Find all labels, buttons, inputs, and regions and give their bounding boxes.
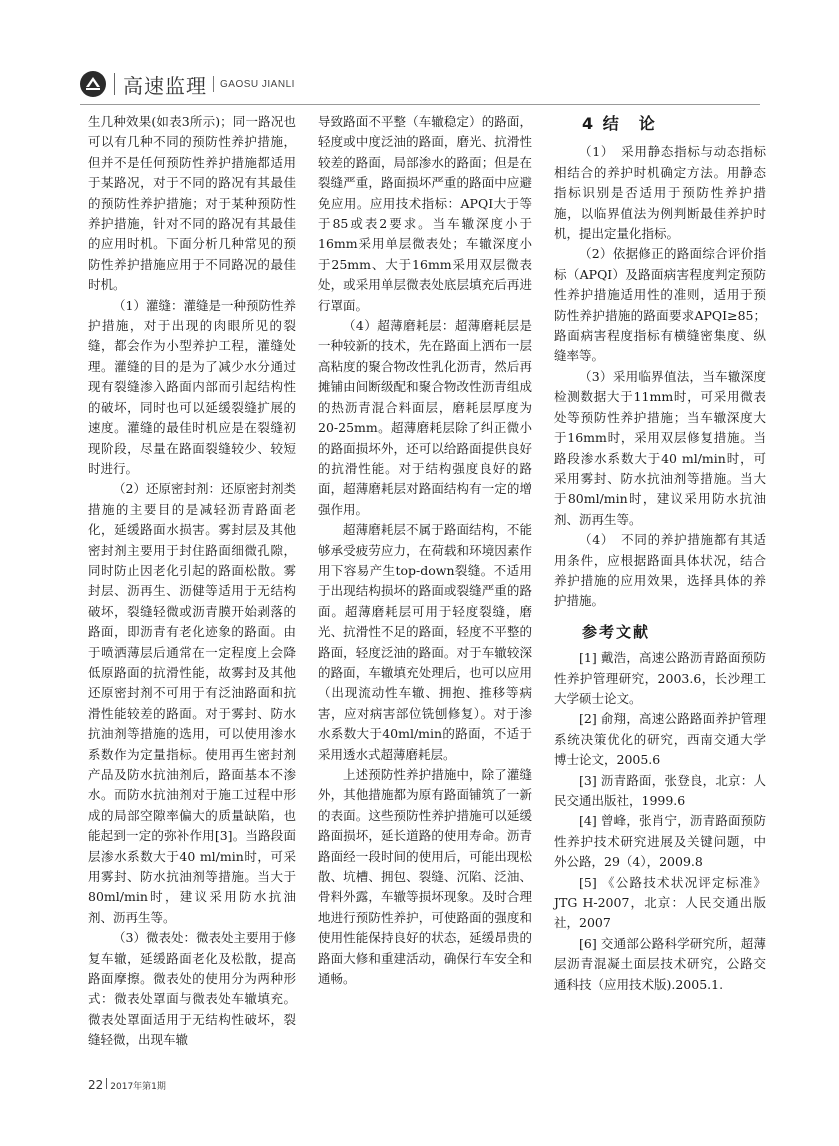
paragraph: （3）微表处：微表处主要用于修复车辙，延缓路面老化及松散，提高路面摩擦。微表处的使用分为两种形式：微表处罩面与微表处车辙填充。微表处罩面适用于无结构性破坏，裂缝轻微，出现车辙 [88,930,296,1048]
header-divider [114,73,115,95]
issue-label: 2017年第1期 [110,1082,166,1092]
reference-item: [3] 沥青路面，张登良，北京：人民交通出版社，1999.6 [554,772,766,808]
paragraph: （1） 采用静态指标与动态指标相结合的养护时机确定方法。用静态指标识别是否适用于预防性养护措施，以临界值法为例判断最佳养护时机，提出定量化指标。 [554,144,766,242]
paragraph: （3）采用临界值法，当车辙深度检测数据大于11mm时，可采用微表处等预防性养护措施；当车辙深度大于16mm时，采用双层修复措施。当路段渗水系数大于40 ml/min时，可采用雾封、防水抗油剂等措施。当大于80ml/min时，建议采用防水抗油剂、沥再生等。 [554,368,766,527]
reference-item: [4] 曾峰，张肖宁，沥青路面预防性养护技术研究进展及关键问题，中外公路，29（4），2009.8 [554,813,766,870]
reference-item: [6] 交通部公路科学研究所，超薄层沥青混凝土面层技术研究，公路交通科技（应用技术版).2005.1. [554,935,766,992]
journal-logo-icon [80,71,106,97]
references-title: 参考文献 [582,622,651,641]
text-column-3 [554,112,766,995]
text-column-1 [88,112,296,1051]
journal-title-en: GAOSU JIANLI [220,78,295,90]
paragraph: （2）还原密封剂：还原密封剂类措施的主要目的是减轻沥青路面老化，延缓路面水损害。雾封层及其他密封剂主要用于封住路面细微孔隙，同时防止因老化引起的路面松散。雾封层、沥再生、沥健等适用于无结构破坏，裂缝轻微或沥青膜开始剥落的路面，即沥青有老化迹象的路面。由于喷洒薄层后通常在一定程度上会降低原路面的抗滑性能，故雾封及其他还原密封剂不可用于有泛油路面和抗滑性能较差的路面。对于雾封、防水抗油剂等措施的选用，可以使用渗水系数作为定量指标。使用再生密封剂产品及防水抗油剂后，路面基本不渗水。而防水抗油剂对于施工过程中形成的局部空隙率偏大的质量缺陷，也能起到一定的弥补作用[3]。当路段面层渗水系数大于40 ml/min时，可采用雾封、防水抗油剂等措施。当大于80ml/min时，建议采用防水抗油剂、沥再生等。 [88,481,296,925]
paragraph: （4）超薄磨耗层：超薄磨耗层是一种较新的技术，先在路面上洒布一层高粘度的聚合物改性乳化沥青，然后再摊铺由间断级配和聚合物改性沥青组成的热沥青混合料面层，磨耗层厚度为20-25mm。超薄磨耗层除了纠正微小的路面损坏外，还可以给路面提供良好的抗滑性能。对于结构强度良好的路面，超薄磨耗层对路面结构有一定的增强作用。 [318,318,532,517]
header-divider-small [213,76,214,92]
paragraph: 生几种效果(如表3所示)；同一路况也可以有几种不同的预防性养护措施，但并不是任何预防性养护措施都适用于某路况，对于不同的路况有其最佳的预防性养护措施；对于某种预防性养护措施，针对不同的路况有其最佳的应用时机。下面分析几种常见的预防性养护措施应用于不同路况的最佳时机。 [88,114,296,293]
page-footer [88,1078,166,1092]
journal-title-cn: 高速监理 [123,73,207,98]
reference-list [554,648,766,995]
page-number: 22 [88,1078,104,1092]
reference-item: [1] 戴浩，高速公路沥青路面预防性养护管理研究，2003.6，长沙理工大学硕士论文。 [554,650,766,706]
paragraph: 导致路面不平整（车辙稳定）的路面，轻度或中度泛油的路面，磨光、抗滑性较差的路面，局部渗水的路面；但是在裂缝严重，路面损坏严重的路面中应避免应用。应用技术指标：APQI大于等于85或表2要求。当车辙深度小于16mm采用单层微表处；车辙深度小于25mm、大于16mm采用双层微表处，或采用单层微表处底层填充后再进行罩面。 [318,114,532,313]
section-title-conclusion: 4 结 论 [582,114,657,133]
reference-item: [5] 《公路技术状况评定标准》JTG H-2007，北京：人民交通出版社，2007 [554,874,766,931]
paragraph: （2）依据修正的路面综合评价指标（APQI）及路面病害程度判定预防性养护措施适用性的准则，适用于预防性养护措施的路面要求APQI≥85；路面病害程度指标有横缝密集度、纵缝率等。 [554,246,766,364]
journal-header [80,66,295,102]
reference-item: [2] 俞翔，高速公路路面养护管理系统决策优化的研究，西南交通大学博士论文，2005.6 [554,711,766,768]
paragraph: 超薄磨耗层不属于路面结构，不能够承受疲劳应力，在荷载和环境因素作用下容易产生top-down裂缝。不适用于出现结构损坏的路面或裂缝严重的路面。超薄磨耗层可用于轻度裂缝，磨光、抗滑性不足的路面，轻度不平整的路面，轻度泛油的路面。对于车辙较深的路面，车辙填充处理后，也可以应用（出现流动性车辙、拥抱、推移等病害，应对病害部位铣刨修复）。对于渗水系数大于40ml/min的路面，不适于采用透水式超薄磨耗层。 [318,522,532,762]
paragraph: （1）灌缝：灌缝是一种预防性养护措施，对于出现的肉眼所见的裂缝，都会作为小型养护工程，灌缝处理。灌缝的目的是为了减少水分通过现有裂缝渗入路面内部而引起结构性的破坏，同时也可以延缓裂缝扩展的速度。灌缝的最佳时机应是在裂缝初现阶段，尽量在路面裂缝较少、较短时进行。 [88,297,296,476]
paragraph: 上述预防性养护措施中，除了灌缝外，其他措施都为原有路面铺筑了一新的表面。这些预防性养护措施可以延缓路面损坏，延长道路的使用寿命。沥青路面经一段时间的使用后，可能出现松散、坑槽、拥包、裂缝、沉陷、泛油、骨料外露，车辙等损坏现象。及时合理地进行预防性养护，可使路面的强度和使用性能保持良好的状态，延缓昂贵的路面大修和重建活动，确保行车安全和通畅。 [318,767,532,987]
paragraph: （4） 不同的养护措施都有其适用条件，应根据路面具体状况，结合养护措施的应用效果，选择具体的养护措施。 [554,532,766,609]
text-column-2 [318,112,532,989]
footer-divider [106,1078,107,1089]
header-rule [80,104,760,105]
